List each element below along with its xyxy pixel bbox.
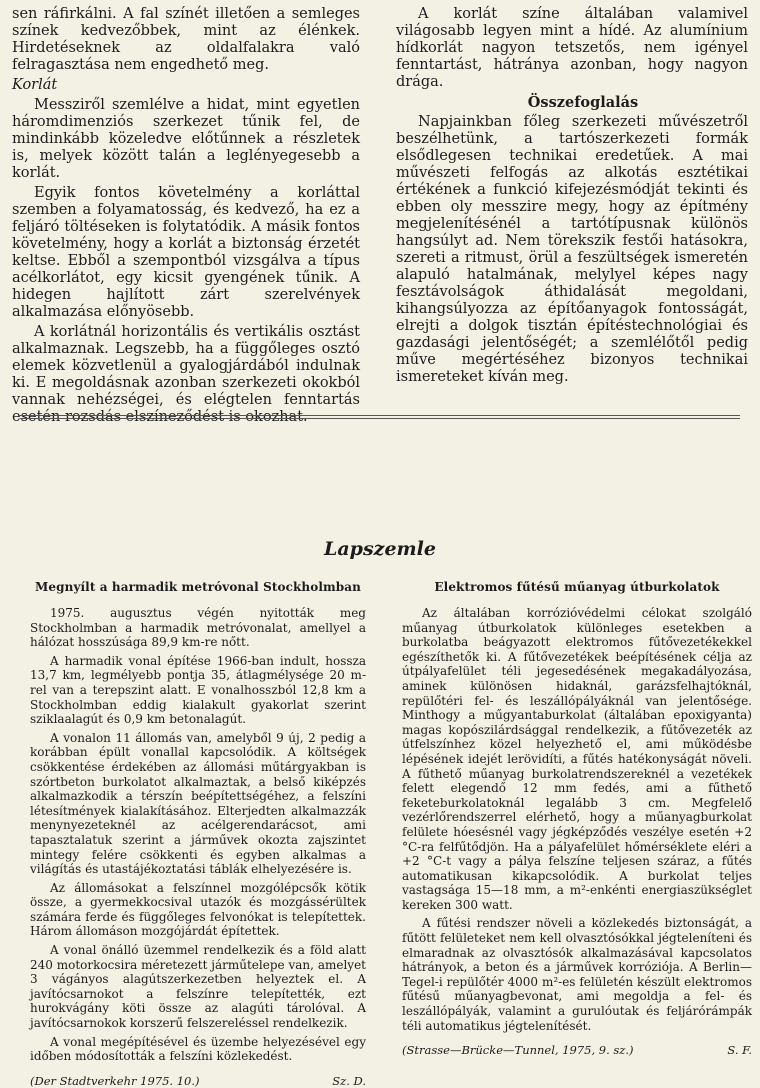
article-title: Megnyílt a harmadik metróvonal Stockholmban — [35, 580, 361, 594]
article-source-row — [30, 1074, 366, 1088]
paragraph: Az általában korrózióvédelmi célokat szolgáló műanyag útburkolatok különleges esetekben a burkolatba beágyazott elektromos fűtővezetékekkel egészíthetők ki. A fűtővezetékek beépítésének célja az útpályafelület téli jegesedésének megakadályozása, aminek különösen hidaknál, garázsfelhajtóknál, repülőtéri fel- és leszállópályáknál van jelentősége. Minthogy a műgyantaburkolat (általában epoxigyanta) magas kopószilárdsággal rendelkezik, a fűtővezeték az útfelszínhez közel helyezhető el, ami működésbe lépésének idejét lerövidíti, a fűtés hatékonyságát növeli. A fűthető műanyag burkolatrendszereknél a vezetékek felett elegendő 12 mm fedés, ami a fűthető feketeburkolatoknál legalább 3 cm. Megfelelő vezérlőrendszerrel elérhető, hogy a műanyagburkolat felülete hóesésnél vagy jégképződés veszélye esetén +2 °C-ra felfűtődjön. Ha a pályafelület hőmérséklete eléri a +2 °C-t vagy a pálya felszíne teljesen száraz, a fűtés automatikusan kikapcsolódik. A burkolat teljes vastagsága 15—18 mm, a m²-enkénti energiaszükséglet kereken 300 watt. — [402, 606, 752, 912]
paragraph: 1975. augusztus végén nyitották meg Stockholmban a harmadik metróvonalat, amellyel a hálózat hosszúsága 89,9 km-re nőtt. — [30, 606, 366, 650]
article-author: Sz. D. — [332, 1073, 366, 1088]
article-title: Elektromos fűtésű műanyag útburkolatok — [434, 580, 720, 594]
paragraph: A korlát színe általában valamivel világosabb legyen mint a hídé. Az alumínium hídkorlát nagyon tetszetős, nem igényel fenntartást, hátránya azonban, hogy nagyon drága. — [396, 6, 748, 90]
paragraph: A vonal önálló üzemmel rendelkezik és a föld alatt 240 motorkocsira méretezett járműtelepe van, amelyet 3 vágányos alagútszerkezetben helyeztek el. A javítócsarnokot a felszínre telepítették, ezt hurokvágány köti össze az alagúti tárolóval. A javítócsarnokok korszerű felszereléssel rendelkezik. — [30, 943, 366, 1031]
article-stockholm-metro — [30, 580, 366, 1088]
paragraph: Az állomásokat a felszínnel mozgólépcsők kötik össze, a gyermekkocsival utazók és mozgássérültek számára ferde és függőleges felvonókat is telepítettek. Három állomáson mozgójárdát építettek. — [30, 880, 366, 939]
lapszemle-title: Lapszemle — [324, 538, 436, 560]
article-source: (Der Stadtverkehr 1975. 10.) — [30, 1073, 200, 1088]
paragraph: A harmadik vonal építése 1966-ban indult, hossza 13,7 km, legmélyebb pontja 35, átlagmélysége 20 m-rel van a terepszint alatt. E vonalhosszból 12,8 km a Stockholmban eddig kialakult gyakorlat szerint sziklaalagút és 0,9 km betonalagút. — [30, 653, 366, 727]
paragraph: A fűtési rendszer növeli a közlekedés biztonságát, a fűtött felületeket nem kell olvasztósókkal jégteleníteni és elmaradnak az olvasztósók alkalmazásával kapcsolatos hátrányok, a beton és a járművek korróziója. A Berlin—Tegel-i repülőtér 4000 m²-es felületén készült elektromos fűtésű műanyagbevonat, ami megoldja a fel- és leszállópályák, valamint a gurulóutak és feljárórámpák téli automatikus jégtelenítését. — [402, 916, 752, 1033]
section-heading-korlat: Korlát — [12, 77, 58, 93]
paragraph: sen ráfirkálni. A fal színét illetően a semleges színek kedvezőbbek, mint az élénkek. Hirdetéseknek az oldalfalakra való felragasztása nem engedhető meg. — [12, 6, 360, 73]
paragraph: Napjainkban főleg szerkezeti művészetről beszélhetünk, a tartószerkezeti formák elsődlegesen technikai eredetűek. A mai művészeti felfogás az alkotás esztétikai értékének a funkció kifejezésmódját tekinti és ebben oly messzire megy, hogy az építmény megjelenítésénél a tartótípusnak különös hangsúlyt ad. Nem törekszik festői hatásokra, szereti a ritmust, örül a feszültségek ismeretén alapuló hatalmának, melylyel képes nagy fesztávolságok áthidalását megoldani, kihangsúlyozza az építőanyagok fontosságát, elrejti a dolgok tisztán építéstechnológiai és gazdasági jelentőségét; a szemlélőtől pedig műve megértéséhez bizonyos technikai ismereteket kíván meg. — [396, 114, 748, 385]
paragraph: A vonalon 11 állomás van, amelyből 9 új, 2 pedig a korábban épült vonallal kapcsolódik. A költségek csökkentése érdekében az állomási műtárgyakban is szórtbeton burkolatot alkalmaztak, a belső kiképzés alkalmazkodik a térszín beépítettségéhez, a felszíni létesítmények kialakításához. Elterjedten alkalmazzák menynyezeteknél az acélgerendarácsot, ami tapasztalatuk szerint a járművek okozta zajszintet mintegy felére csökkenti és egyben alkalmas a világítás és utastájékoztatási táblák elhelyezésére is. — [30, 730, 366, 877]
article-heated-pavement — [402, 580, 752, 1057]
paragraph: A korlátnál horizontális és vertikális osztást alkalmaznak. Legszebb, ha a függőleges osztó elemek közvetlenül a gyalogjárdából indulnak ki. E megoldásnak azonban szerkezeti okokból vannak nehézségei, és elégtelen fenntartás esetén rozsdás elszíneződést is okozhat. — [12, 324, 360, 425]
top-right-column — [396, 6, 748, 386]
top-left-column — [12, 6, 360, 426]
paragraph: Egyik fontos követelmény a korláttal szemben a folyamatosság, és kedvező, ha ez a feljáró töltéseken is folytatódik. A másik fontos követelmény, hogy a korlát a biztonság érzetét keltse. Ebből a szempontból vizsgálva a típus acélkorlátot, egy kicsit gyengének tűnik. A hidegen hajlított zárt szerelvények alkalmazása előnyösebb. — [12, 185, 360, 320]
article-source: (Strasse—Brücke—Tunnel, 1975, 9. sz.) — [402, 1043, 634, 1058]
article-author: S. F. — [727, 1043, 752, 1058]
paragraph: A vonal megépítésével és üzembe helyezésével egy időben módosították a felszíni közlekedést. — [30, 1034, 366, 1064]
section-heading-osszefoglalas: Összefoglalás — [527, 94, 639, 111]
article-source-row — [402, 1043, 752, 1057]
divider — [20, 415, 740, 419]
paragraph: Messziről szemlélve a hidat, mint egyetlen háromdimenziós szerkezet tűnik fel, de mindinkább közeledve előtűnnek a részletek is, melyek között talán a leglényegesebb a korlát. — [12, 97, 360, 181]
